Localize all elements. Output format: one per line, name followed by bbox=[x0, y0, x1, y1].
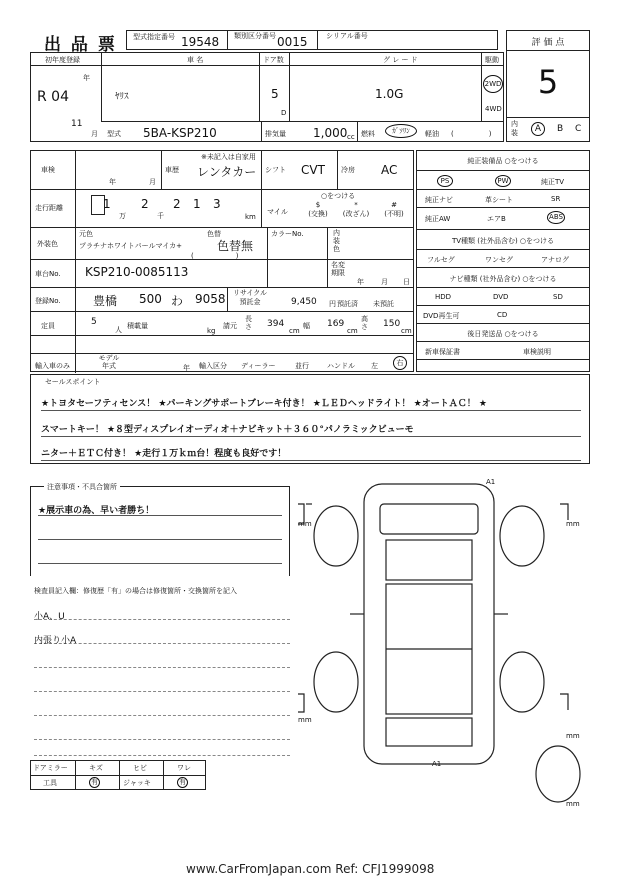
paint-value: 色替無 bbox=[217, 239, 254, 253]
mileage-koukan: $ (交換) bbox=[308, 201, 328, 218]
model-no: 19548 bbox=[181, 35, 220, 49]
tools-tool-yes: 有 bbox=[91, 778, 98, 786]
tools-mirror: ドアミラー bbox=[33, 764, 68, 772]
interior-b: B bbox=[557, 124, 564, 134]
score-box bbox=[506, 30, 590, 142]
equip-leather: 革シート bbox=[485, 196, 513, 204]
model-label: 型式指定番号 bbox=[133, 33, 175, 41]
regno-label: 登録No. bbox=[35, 297, 61, 305]
mileage-fumei: # (不明) bbox=[384, 201, 404, 218]
oil-label: 軽油 bbox=[425, 130, 439, 138]
equip-airbag: エアB bbox=[487, 215, 506, 223]
tools-hibi: ヒビ bbox=[133, 764, 147, 772]
mm-label-4: mm bbox=[566, 732, 580, 740]
reg-month: 11 bbox=[71, 119, 83, 129]
height-label: 高さ bbox=[361, 315, 368, 331]
interior-label: 内装 bbox=[511, 120, 518, 137]
later-title: 後日発送品 ○をつける bbox=[467, 330, 539, 338]
req-label: 請元 bbox=[223, 322, 237, 330]
width-label: 幅 bbox=[303, 322, 310, 330]
shift-value: CVT bbox=[301, 163, 325, 177]
mileage-man: 万 bbox=[119, 212, 126, 220]
recycle-label: リサイクル 預託金 bbox=[232, 289, 268, 306]
model-type: 5BA-KSP210 bbox=[143, 126, 217, 140]
length-label: 長さ bbox=[245, 315, 252, 331]
nav-sd: SD bbox=[553, 293, 563, 301]
recycle-value: 9,450 bbox=[291, 297, 317, 307]
height-cm: cm bbox=[401, 327, 412, 335]
equipment-table bbox=[416, 150, 590, 372]
sales-box bbox=[30, 374, 590, 464]
tv-oneseg: ワンセグ bbox=[485, 256, 513, 264]
regno-kana: わ bbox=[171, 294, 184, 308]
displacement: 1,000 bbox=[313, 126, 348, 140]
vehicle-table: 初年度登録 車 名 ドア数 グ レ ー ド 駆動 R 04 年 11 月 ﾔﾘｽ 5 D 1.0G 2WD 4WD 型式 5BA-KSP210 排気量 1,000 cc 燃料 ｶﾞｿﾘﾝ 軽油 ( ) bbox=[30, 52, 504, 142]
regno-num: 500 bbox=[139, 292, 162, 306]
equip-tv: 純正TV bbox=[541, 178, 565, 186]
inspection-month: 月 bbox=[149, 178, 156, 186]
mm-label-1: mm bbox=[298, 520, 312, 528]
mileage-mile: マイル bbox=[267, 208, 288, 216]
ac-label: 冷房 bbox=[341, 166, 355, 174]
capacity-label: 定員 bbox=[41, 322, 55, 330]
handle-label: ハンドル bbox=[327, 362, 355, 370]
reg-era: R 04 bbox=[37, 89, 69, 105]
page-title: 出 品 票 bbox=[44, 35, 117, 55]
notes-title: 注意事項・不具合箇所 bbox=[44, 482, 120, 492]
drive-4wd: 4WD bbox=[485, 105, 502, 113]
tv-title: TV種類 (社外品含む) ○をつける bbox=[451, 237, 555, 245]
tools-jack: ジャッキ bbox=[123, 779, 151, 787]
interior-row bbox=[507, 117, 589, 141]
colorno-label: カラーNo. bbox=[271, 230, 304, 238]
history-note: ※未記入は自家用 bbox=[201, 153, 256, 161]
mileage-note: ○をつける bbox=[321, 192, 356, 200]
sales-label: セールスポイント bbox=[45, 378, 101, 386]
tv-fullseg: フルセグ bbox=[427, 256, 455, 264]
disp-label: 排気量 bbox=[265, 130, 286, 138]
regno-plate: 9058 bbox=[195, 292, 226, 306]
load-label: 積載量 bbox=[127, 322, 148, 330]
tools-ware: ワレ bbox=[177, 764, 191, 772]
equip-ps: PS bbox=[437, 175, 453, 187]
mm-label-5: mm bbox=[566, 800, 580, 808]
interior-c: C bbox=[575, 124, 582, 134]
length-cm: cm bbox=[289, 327, 300, 335]
inspector-line-2: 内張り小A bbox=[34, 636, 77, 646]
chassis-day: 日 bbox=[403, 278, 410, 286]
inner-color-label: 内装色 bbox=[333, 229, 340, 253]
inspector-title: 検査員記入欄：修復歴「有」の場合は修復箇所・交換箇所を記入 bbox=[34, 587, 237, 595]
mileage-digit-5: 3 bbox=[213, 197, 221, 211]
capacity-value: 5 bbox=[91, 317, 97, 327]
fuel-value: ｶﾞｿﾘﾝ bbox=[385, 124, 417, 138]
name-label: 車 名 bbox=[187, 56, 204, 64]
handle-left: 左 bbox=[371, 362, 378, 370]
sales-line-2: スマートキー！ ★８型ディスプレイオーディオ＋ナビキット＋３６０°パノラミックビューモ bbox=[41, 425, 414, 435]
name-change-label: 名変 期限 bbox=[331, 261, 345, 277]
equip-title: 純正装備品 ○をつける bbox=[417, 151, 589, 171]
door-label: ドア数 bbox=[263, 56, 284, 64]
interior-a: A bbox=[531, 122, 545, 136]
mileage-digit-1: 1 bbox=[103, 197, 111, 211]
reg-year-unit: 年 bbox=[83, 74, 90, 82]
tools-jack-yes: 有 bbox=[179, 778, 186, 786]
import-model-label: モデル 年式 bbox=[98, 354, 120, 370]
inspection-year: 年 bbox=[109, 178, 116, 186]
id-strip bbox=[126, 30, 498, 50]
shift-label: シフト bbox=[265, 166, 286, 174]
equip-sr: SR bbox=[551, 195, 561, 203]
fuel-label: 燃料 bbox=[361, 130, 375, 138]
reg-label: 初年度登録 bbox=[45, 56, 80, 64]
tools-table bbox=[30, 760, 206, 790]
paint-paren: ( ) bbox=[191, 252, 239, 260]
car-name: ﾔﾘｽ bbox=[115, 92, 129, 102]
tools-kizu: キズ bbox=[89, 764, 103, 772]
grade-label: グ レ ー ド bbox=[383, 56, 418, 64]
notes-box bbox=[30, 480, 290, 580]
mileage-kaizan: * (改ざん) bbox=[342, 201, 370, 218]
mileage-digit-4: 1 bbox=[193, 197, 201, 211]
cc-unit: cc bbox=[347, 133, 355, 141]
handle-right: 右 bbox=[393, 356, 407, 370]
diagram-bottom-label: A1 bbox=[432, 760, 442, 768]
nav-title: ナビ種類 (社外品含む) ○をつける bbox=[449, 275, 557, 283]
sales-line-3: ニター＋ＥＴＣ付き！ ★走行１万ｋｍ台！程度も良好です！ bbox=[41, 449, 287, 459]
length-value: 394 bbox=[267, 319, 285, 329]
tools-tool: 工具 bbox=[43, 779, 57, 787]
type-label: 型式 bbox=[107, 130, 121, 138]
import-class-label: 輸入区分 bbox=[199, 362, 227, 370]
mileage-digit-2: 2 bbox=[141, 197, 149, 211]
paint-label: 色替 bbox=[207, 230, 221, 238]
load-kg: kg bbox=[207, 327, 216, 335]
orig-color-label: 元色 bbox=[79, 230, 93, 238]
tv-analog: アナログ bbox=[541, 256, 569, 264]
import-dealer: ディーラー bbox=[241, 362, 276, 370]
serial-label: シリアル番号 bbox=[317, 30, 368, 50]
notes-line-1: ★展示車の為、早い者勝ち！ bbox=[38, 506, 155, 516]
later-spare: 車検説明 bbox=[523, 348, 551, 356]
height-value: 150 bbox=[383, 319, 401, 329]
mm-label-2: mm bbox=[566, 520, 580, 528]
import-label: 輸入車のみ bbox=[35, 362, 70, 370]
history-label: 車歴 bbox=[165, 166, 179, 174]
sales-line-1: ★トヨタセーフティセンス！ ★パーキングサポートブレーキ付き！ ★ＬＥＤヘッドライト！ ★オートＡＣ！ ★ bbox=[41, 399, 487, 409]
equip-navi: 純正ナビ bbox=[425, 196, 453, 204]
mileage-label: 走行距離 bbox=[35, 204, 63, 212]
chassis-label: 車台No. bbox=[35, 270, 61, 278]
width-value: 169 bbox=[327, 319, 345, 329]
ac-value: AC bbox=[381, 163, 398, 177]
equip-pw: PW bbox=[495, 175, 511, 187]
inspector-line-1: 小A、U bbox=[34, 612, 65, 622]
drive-label: 駆動 bbox=[485, 56, 499, 64]
score-value: 5 bbox=[537, 63, 559, 101]
nav-dvd: DVD bbox=[493, 293, 509, 301]
class-label: 類別区分番号 bbox=[227, 30, 276, 50]
inspection-label: 車検 bbox=[41, 166, 55, 174]
orig-color-value: プラチナホワイトパールマイカ+ bbox=[79, 242, 183, 250]
ext-color-label: 外装色 bbox=[37, 240, 58, 248]
mileage-km: km bbox=[245, 213, 256, 221]
chassis-value: KSP210-0085113 bbox=[85, 265, 189, 279]
diagram-top-label: A1 bbox=[486, 478, 496, 486]
door-count: 5 bbox=[271, 87, 279, 101]
regno-area: 豊橋 bbox=[93, 294, 118, 308]
nav-hdd: HDD bbox=[435, 293, 452, 301]
equip-abs: ABS bbox=[547, 211, 565, 224]
later-manual: 新車保証書 bbox=[425, 348, 460, 356]
reg-month-unit: 月 bbox=[91, 130, 98, 138]
mm-label-3: mm bbox=[298, 716, 312, 724]
class-no: 0015 bbox=[277, 35, 308, 49]
import-parallel: 並行 bbox=[295, 362, 309, 370]
mileage-sen: 千 bbox=[157, 212, 164, 220]
recycle-undeposit: 未預託 bbox=[373, 300, 394, 308]
grade-value: 1.0G bbox=[375, 87, 404, 101]
recycle-yen: 円 bbox=[329, 300, 336, 308]
mileage-digit-3: 2 bbox=[173, 197, 181, 211]
drive-2wd: 2WD bbox=[483, 75, 503, 93]
chassis-year: 年 bbox=[357, 278, 364, 286]
nav-cd: CD bbox=[497, 311, 508, 319]
width-cm: cm bbox=[347, 327, 358, 335]
nav-dvd-play: DVD再生可 bbox=[423, 312, 460, 320]
footer-watermark: www.CarFromJapan.com Ref: CFJ1999098 bbox=[186, 862, 435, 876]
chassis-month: 月 bbox=[381, 278, 388, 286]
score-label: 評 価 点 bbox=[507, 31, 589, 51]
details-table bbox=[30, 150, 414, 372]
import-year: 年 bbox=[183, 364, 190, 372]
recycle-deposit: 預託済 bbox=[337, 300, 358, 308]
door-d: D bbox=[281, 109, 287, 117]
history-value: レンタカー bbox=[197, 165, 257, 179]
capacity-unit: 人 bbox=[115, 326, 122, 334]
equip-aw: 純正AW bbox=[425, 215, 451, 223]
